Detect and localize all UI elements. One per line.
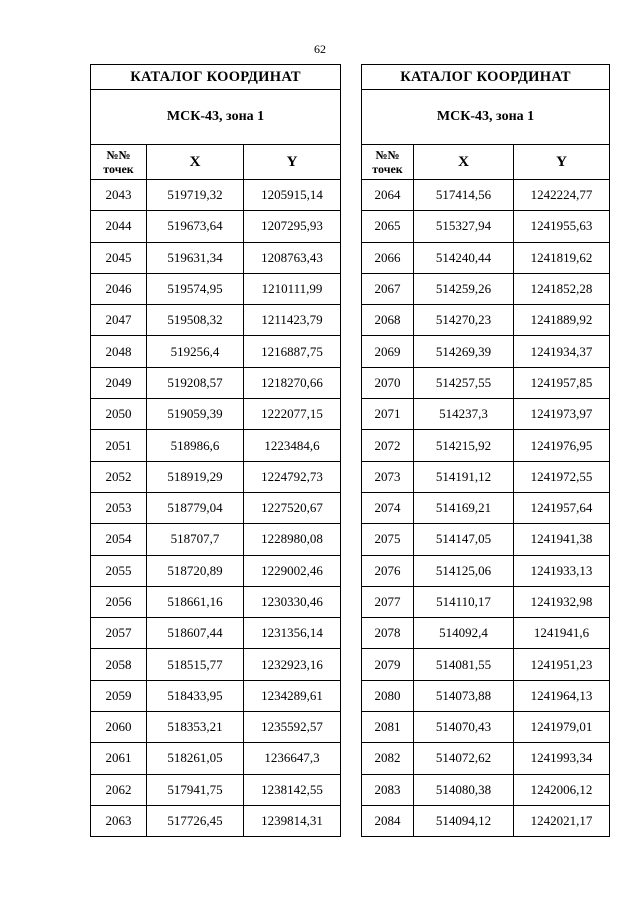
- table-row: [91, 211, 341, 242]
- point-number-cell: 2057: [91, 618, 147, 649]
- table-row: [91, 805, 341, 836]
- x-coordinate-cell: 518919,29: [147, 461, 244, 492]
- y-coordinate-cell: 1241955,63: [514, 211, 610, 242]
- point-number-cell: 2045: [91, 242, 147, 273]
- y-coordinate-cell: 1241941,6: [514, 618, 610, 649]
- point-number-cell: 2075: [362, 524, 414, 555]
- table-row: [91, 399, 341, 430]
- x-coordinate-cell: 514257,55: [414, 367, 514, 398]
- y-coordinate-cell: 1207295,93: [244, 211, 341, 242]
- header-y: Y: [514, 145, 610, 180]
- coordinate-system: МСК-43, зона 1: [91, 90, 341, 145]
- x-coordinate-cell: 517726,45: [147, 805, 244, 836]
- table-row: [91, 712, 341, 743]
- x-coordinate-cell: 514070,43: [414, 712, 514, 743]
- y-coordinate-cell: 1242021,17: [514, 805, 610, 836]
- x-coordinate-cell: 514073,88: [414, 680, 514, 711]
- header-row: [362, 145, 610, 180]
- y-coordinate-cell: 1210111,99: [244, 273, 341, 304]
- header-row: [91, 145, 341, 180]
- x-coordinate-cell: 518707,7: [147, 524, 244, 555]
- y-coordinate-cell: 1238142,55: [244, 774, 341, 805]
- point-number-cell: 2047: [91, 305, 147, 336]
- table-row: [362, 555, 610, 586]
- point-number-cell: 2077: [362, 586, 414, 617]
- x-coordinate-cell: 514215,92: [414, 430, 514, 461]
- table-row: [91, 680, 341, 711]
- y-coordinate-cell: 1241852,28: [514, 273, 610, 304]
- x-coordinate-cell: 519574,95: [147, 273, 244, 304]
- y-coordinate-cell: 1239814,31: [244, 805, 341, 836]
- header-point-number: №№ точек: [91, 145, 147, 180]
- x-coordinate-cell: 514269,39: [414, 336, 514, 367]
- table-row: [91, 242, 341, 273]
- point-number-cell: 2080: [362, 680, 414, 711]
- table-row: [91, 492, 341, 523]
- y-coordinate-cell: 1216887,75: [244, 336, 341, 367]
- table-row: [362, 461, 610, 492]
- y-coordinate-cell: 1205915,14: [244, 180, 341, 211]
- y-coordinate-cell: 1241979,01: [514, 712, 610, 743]
- x-coordinate-cell: 518433,95: [147, 680, 244, 711]
- table-row: [362, 524, 610, 555]
- point-number-cell: 2076: [362, 555, 414, 586]
- y-coordinate-cell: 1234289,61: [244, 680, 341, 711]
- point-number-cell: 2064: [362, 180, 414, 211]
- table-row: [91, 743, 341, 774]
- point-number-cell: 2079: [362, 649, 414, 680]
- table-row: [91, 336, 341, 367]
- point-number-cell: 2078: [362, 618, 414, 649]
- table-row: [91, 774, 341, 805]
- x-coordinate-cell: 519673,64: [147, 211, 244, 242]
- table-row: [362, 618, 610, 649]
- table-row: [362, 712, 610, 743]
- x-coordinate-cell: 517941,75: [147, 774, 244, 805]
- point-number-cell: 2061: [91, 743, 147, 774]
- y-coordinate-cell: 1222077,15: [244, 399, 341, 430]
- y-coordinate-cell: 1230330,46: [244, 586, 341, 617]
- x-coordinate-cell: 514147,05: [414, 524, 514, 555]
- x-coordinate-cell: 519256,4: [147, 336, 244, 367]
- x-coordinate-cell: 518779,04: [147, 492, 244, 523]
- x-coordinate-cell: 519719,32: [147, 180, 244, 211]
- point-number-cell: 2073: [362, 461, 414, 492]
- point-number-cell: 2055: [91, 555, 147, 586]
- table-row: [362, 492, 610, 523]
- point-number-cell: 2062: [91, 774, 147, 805]
- x-coordinate-cell: 518986,6: [147, 430, 244, 461]
- header-point-number: №№ точек: [362, 145, 414, 180]
- table-row: [91, 430, 341, 461]
- table-row: [91, 555, 341, 586]
- table-row: [362, 586, 610, 617]
- point-number-cell: 2060: [91, 712, 147, 743]
- x-coordinate-cell: 519508,32: [147, 305, 244, 336]
- point-number-cell: 2069: [362, 336, 414, 367]
- x-coordinate-cell: 514072,62: [414, 743, 514, 774]
- title-row: [362, 65, 610, 90]
- table-row: [362, 242, 610, 273]
- table-row: [91, 461, 341, 492]
- x-coordinate-cell: 514259,26: [414, 273, 514, 304]
- y-coordinate-cell: 1211423,79: [244, 305, 341, 336]
- table-row: [362, 680, 610, 711]
- table-row: [91, 273, 341, 304]
- x-coordinate-cell: 514081,55: [414, 649, 514, 680]
- point-number-cell: 2081: [362, 712, 414, 743]
- table-row: [362, 649, 610, 680]
- x-coordinate-cell: 517414,56: [414, 180, 514, 211]
- y-coordinate-cell: 1208763,43: [244, 242, 341, 273]
- y-coordinate-cell: 1241951,23: [514, 649, 610, 680]
- point-number-cell: 2059: [91, 680, 147, 711]
- x-coordinate-cell: 518353,21: [147, 712, 244, 743]
- x-coordinate-cell: 518515,77: [147, 649, 244, 680]
- point-number-cell: 2066: [362, 242, 414, 273]
- point-number-cell: 2044: [91, 211, 147, 242]
- x-coordinate-cell: 518261,05: [147, 743, 244, 774]
- x-coordinate-cell: 514110,17: [414, 586, 514, 617]
- point-number-cell: 2058: [91, 649, 147, 680]
- table-row: [91, 649, 341, 680]
- x-coordinate-cell: 519059,39: [147, 399, 244, 430]
- point-number-cell: 2043: [91, 180, 147, 211]
- y-coordinate-cell: 1235592,57: [244, 712, 341, 743]
- point-number-cell: 2083: [362, 774, 414, 805]
- header-x: X: [414, 145, 514, 180]
- point-number-cell: 2048: [91, 336, 147, 367]
- y-coordinate-cell: 1223484,6: [244, 430, 341, 461]
- point-number-cell: 2046: [91, 273, 147, 304]
- table-row: [362, 211, 610, 242]
- x-coordinate-cell: 514240,44: [414, 242, 514, 273]
- point-number-cell: 2074: [362, 492, 414, 523]
- point-number-cell: 2053: [91, 492, 147, 523]
- point-number-cell: 2084: [362, 805, 414, 836]
- y-coordinate-cell: 1241933,13: [514, 555, 610, 586]
- table-row: [362, 805, 610, 836]
- y-coordinate-cell: 1241932,98: [514, 586, 610, 617]
- y-coordinate-cell: 1241993,34: [514, 743, 610, 774]
- x-coordinate-cell: 514094,12: [414, 805, 514, 836]
- point-number-cell: 2063: [91, 805, 147, 836]
- table-row: [91, 586, 341, 617]
- table-row: [91, 180, 341, 211]
- y-coordinate-cell: 1241972,55: [514, 461, 610, 492]
- y-coordinate-cell: 1236647,3: [244, 743, 341, 774]
- table-row: [362, 774, 610, 805]
- y-coordinate-cell: 1232923,16: [244, 649, 341, 680]
- x-coordinate-cell: 514169,21: [414, 492, 514, 523]
- y-coordinate-cell: 1241934,37: [514, 336, 610, 367]
- table-row: [362, 367, 610, 398]
- y-coordinate-cell: 1242006,12: [514, 774, 610, 805]
- point-number-cell: 2071: [362, 399, 414, 430]
- table-row: [362, 743, 610, 774]
- point-number-cell: 2070: [362, 367, 414, 398]
- y-coordinate-cell: 1241976,95: [514, 430, 610, 461]
- y-coordinate-cell: 1241819,62: [514, 242, 610, 273]
- table-title: КАТАЛОГ КООРДИНАТ: [91, 65, 341, 90]
- x-coordinate-cell: 518720,89: [147, 555, 244, 586]
- x-coordinate-cell: 519631,34: [147, 242, 244, 273]
- title-row: [91, 65, 341, 90]
- table-row: [362, 180, 610, 211]
- x-coordinate-cell: 519208,57: [147, 367, 244, 398]
- y-coordinate-cell: 1241957,85: [514, 367, 610, 398]
- point-number-cell: 2082: [362, 743, 414, 774]
- y-coordinate-cell: 1241889,92: [514, 305, 610, 336]
- y-coordinate-cell: 1224792,73: [244, 461, 341, 492]
- x-coordinate-cell: 514092,4: [414, 618, 514, 649]
- point-number-cell: 2049: [91, 367, 147, 398]
- y-coordinate-cell: 1228980,08: [244, 524, 341, 555]
- table-row: [362, 399, 610, 430]
- table-row: [362, 430, 610, 461]
- y-coordinate-cell: 1218270,66: [244, 367, 341, 398]
- point-number-cell: 2052: [91, 461, 147, 492]
- coordinate-table-right: [361, 64, 610, 837]
- x-coordinate-cell: 514125,06: [414, 555, 514, 586]
- y-coordinate-cell: 1241964,13: [514, 680, 610, 711]
- x-coordinate-cell: 514270,23: [414, 305, 514, 336]
- y-coordinate-cell: 1229002,46: [244, 555, 341, 586]
- point-number-cell: 2068: [362, 305, 414, 336]
- table-row: [91, 618, 341, 649]
- x-coordinate-cell: 514080,38: [414, 774, 514, 805]
- point-number-cell: 2054: [91, 524, 147, 555]
- y-coordinate-cell: 1242224,77: [514, 180, 610, 211]
- header-y: Y: [244, 145, 341, 180]
- table-row: [91, 524, 341, 555]
- coordinate-table-left: [90, 64, 341, 837]
- y-coordinate-cell: 1227520,67: [244, 492, 341, 523]
- table-row: [91, 305, 341, 336]
- table-row: [362, 305, 610, 336]
- coordinate-system: МСК-43, зона 1: [362, 90, 610, 145]
- page-number: 62: [314, 42, 326, 56]
- x-coordinate-cell: 518661,16: [147, 586, 244, 617]
- table-row: [362, 336, 610, 367]
- x-coordinate-cell: 514191,12: [414, 461, 514, 492]
- point-number-cell: 2065: [362, 211, 414, 242]
- x-coordinate-cell: 518607,44: [147, 618, 244, 649]
- point-number-cell: 2056: [91, 586, 147, 617]
- table-row: [91, 367, 341, 398]
- y-coordinate-cell: 1241941,38: [514, 524, 610, 555]
- point-number-cell: 2067: [362, 273, 414, 304]
- system-row: [362, 90, 610, 145]
- point-number-cell: 2050: [91, 399, 147, 430]
- point-number-cell: 2051: [91, 430, 147, 461]
- system-row: [91, 90, 341, 145]
- y-coordinate-cell: 1231356,14: [244, 618, 341, 649]
- table-row: [362, 273, 610, 304]
- y-coordinate-cell: 1241957,64: [514, 492, 610, 523]
- x-coordinate-cell: 515327,94: [414, 211, 514, 242]
- table-title: КАТАЛОГ КООРДИНАТ: [362, 65, 610, 90]
- point-number-cell: 2072: [362, 430, 414, 461]
- y-coordinate-cell: 1241973,97: [514, 399, 610, 430]
- header-x: X: [147, 145, 244, 180]
- x-coordinate-cell: 514237,3: [414, 399, 514, 430]
